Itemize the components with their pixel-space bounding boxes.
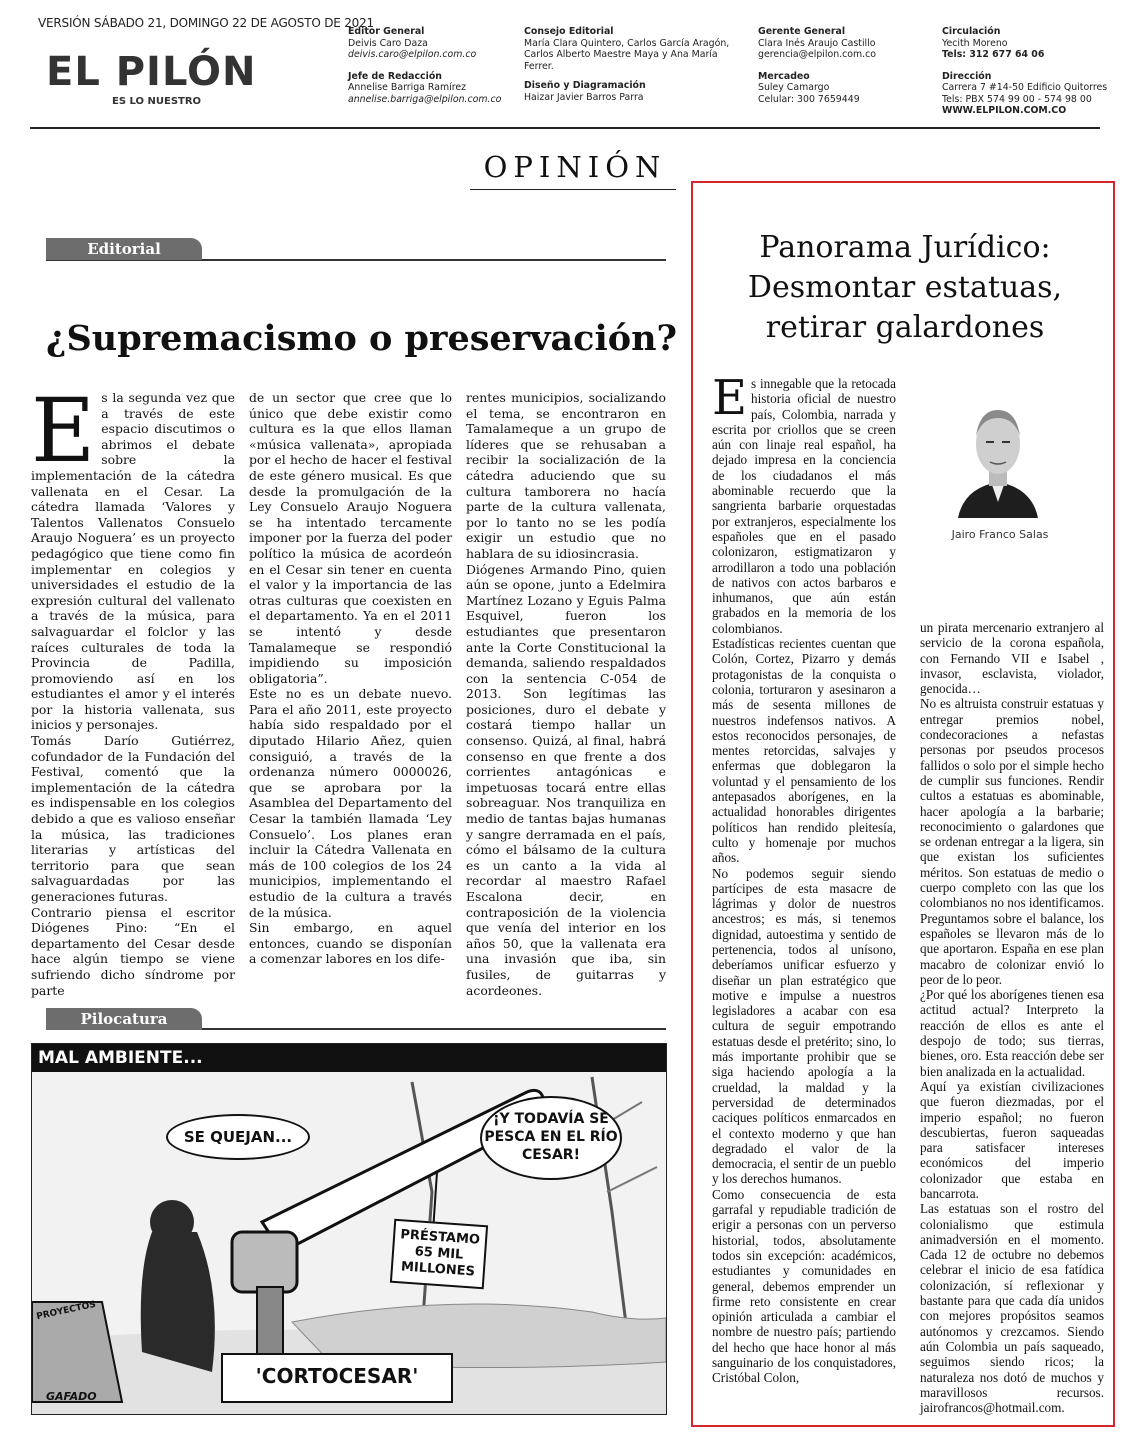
drop-cap: E xyxy=(712,370,748,426)
paragraph: Como consecuencia de esta garrafal y repudiable tradición de erigir a personas con un perverso historial, todos, absolutamente todos sin excepción: académicos, estudiantes y comunidades en general, debemos emprender un firme reto consistente en crear opinión articulada a cambiar el nombre de nuestro país; partiendo del hecho que hace honor al más sanguinario de los conquistadores, Cristóbal Colon, xyxy=(712,1186,896,1386)
paragraph: Aquí ya existían civilizaciones que fueron diezmadas, por el imperio español; no fueron descubiertas, fueron saqueadas para satisfacer intereses económicos del imperio colonizador que estaba en bancarrota. xyxy=(920,1078,1104,1201)
staff-block-board xyxy=(524,26,734,103)
column-title: Panorama Jurídico: Desmontar estatuas, retirar galardones xyxy=(747,230,1063,345)
editorial-tab[interactable]: Editorial xyxy=(46,238,202,260)
header-rule xyxy=(30,127,1100,129)
staff-phone: Tels: PBX 574 99 00 - 574 98 00 xyxy=(942,93,1092,105)
cartoon-header: MAL AMBIENTE... xyxy=(32,1044,666,1072)
column-col-2 xyxy=(920,620,1104,1415)
editorial-col-2 xyxy=(249,390,452,967)
paragraph: No es altruista construir estatuas y entregar premios nobel, condecoraciones a nefastas personas por pseudos procesos fallidos o solo por el simple hecho de cumplir sus funciones. Rendir cultos a estatuas es abominable, hacer apología a la barbarie; reconocimiento o galardones que se ordenan entregar a la ligera, sin que existan los suficientes méritos. Son estatuas de medio o cuerpo completo con las que los colombianos no nos identificamos. Preguntamos sobre el balance, los españoles se llevaron más de lo que aportaron. España en ese plan macabro de colonizar envió lo peor de lo peor. xyxy=(920,696,1104,987)
paragraph: s la segunda vez que a través de este espacio discutimos o abrimos el debate sobre la implementación de la cátedra vallenata en el Cesar. La cátedra llamada ‘Valores y Talentos Vallenatos Consuelo Araujo Noguera’ es un proyecto pedagógico que tiene como fin implementar en colegios y universidades el estudio de la expresión cultural del vallenato a través de la música, para salvaguardar el folclor y las raíces culturales de toda la Provincia de Padilla, promoviendo así en los estudiantes el amor y el interés por la historia vallenata, sus inicios y personajes. xyxy=(31,390,235,733)
paragraph: de un sector que cree que lo único que debe existir como cultura es la que ellos llaman «música vallenata», apropiada por el hecho de hacer el festival de este género musical. Es que desde la promulgación de la Ley Consuelo Araujo Noguera se ha intentado tercamente imponer por la fuerza del poder político la música de acordeón en el Cesar sin tener en cuenta el valor y la importancia de las otras culturas que coexisten en el departamento. Ya en el 2011 se intentó y desde Tamalameque se respondió impidiendo su imposición obligatoria”. xyxy=(249,390,452,686)
website-link[interactable]: WWW.ELPILON.COM.CO xyxy=(942,105,1067,116)
paragraph: un pirata mercenario extranjero al servicio de la corona española, con Fernando VII e Isabel , invasor, esclavista, violador, genocida… xyxy=(920,620,1104,697)
staff-block-management xyxy=(758,26,918,105)
speech-bubble-right: ¡Y TODAVÍA SE PESCA EN EL RÍO CESAR! xyxy=(480,1096,622,1180)
staff-name: Deivis Caro Daza xyxy=(348,37,428,49)
staff-label: Jefe de Redacción xyxy=(348,70,442,82)
newspaper-logo[interactable]: EL PILÓN xyxy=(46,49,257,95)
staff-label: Mercadeo xyxy=(758,70,810,82)
staff-name: Clara Inés Araujo Castillo xyxy=(758,37,876,49)
staff-email[interactable]: gerencia@elpilon.com.co xyxy=(758,49,877,60)
drop-cap: E xyxy=(31,379,96,482)
staff-label: Dirección xyxy=(942,70,992,82)
paragraph: Las estatuas son el rostro del colonialismo que estimula animadversión en el momento. Cada 12 de octubre no debemos celebrar el inicio de esa fatídica colonización, sí reflexionar y bastante para que cada día unidos con mejores propósitos seamos autónomos y crezcamos. Siendo aún Colombia un país saqueado, seguimos siendo ricos; la naturaleza nos dotó de muchos y maravillosos recursos. jairofrancos@hotmail.com. xyxy=(920,1201,1104,1416)
column-col-1 xyxy=(712,370,896,1386)
staff-name: Yecith Moreno xyxy=(942,37,1008,49)
staff-email[interactable]: deivis.caro@elpilon.com.co xyxy=(348,49,477,60)
staff-block-contact xyxy=(942,26,1112,117)
staff-name: Annelise Barriga Ramírez xyxy=(348,82,467,93)
staff-address: Carrera 7 #14-50 Edificio Quitorres xyxy=(942,82,1108,93)
paragraph: Diógenes Armando Pino, quien aún se opone, junto a Edelmira Martínez Lozano y Eguis Palma Esquivel, fueron los estudiantes que presentaron ante la Corte Constitucional la demanda, saliendo respaldados con la sentencia C-054 de 2013. Son legítimas las posiciones, duro el debate y costará tiempo hallar un consenso. Quizá, al final, habrá consenso en que frente a dos corrientes antagónicas e impetuosas tocará entre ellas sobreaguar. Nos tranquiliza en medio de tantas bajas humanas y sangre derramada en el país, cómo el bálsamo de la cultura es un canto a la vida al recordar al maestro Rafael Escalona decir, en contraposición de la violencia que venía del interior en los años 50, que la vallenata era una invasión que iba, sin fusiles, de guitarras y acordeones. xyxy=(466,561,666,998)
section-title: OPINIÓN xyxy=(483,150,667,184)
newspaper-tagline: ES LO NUESTRO xyxy=(112,96,202,107)
paragraph: Estadísticas recientes cuentan que Colón, Cortez, Pizarro y demás protagonistas de la conquista o colonia, torturaron y asesinaron a más de sesenta millones de nuestros indefensos nativos. A estos reconocidos personajes, de mentes retorcidas, salvajes y enfermas que doblegaron la voluntad y el pensamiento de los antepasados aborígenes, en la actualidad honorables dirigentes políticos han rendido pleitesía, culto y homenaje por muchos años. xyxy=(712,636,896,866)
editorial-col-3 xyxy=(466,390,666,998)
cartoon-banner: 'CORTOCESAR' xyxy=(255,1364,419,1388)
pilocatura-tab[interactable]: Pilocatura xyxy=(46,1008,202,1030)
paragraph: Contrario piensa el escritor Diógenes Pino: “En el departamento del Cesar desde hace algún tiempo se viene sufriendo dicho síndrome por parte xyxy=(31,904,235,998)
staff-email[interactable]: annelise.barriga@elpilon.com.co xyxy=(348,93,502,105)
loan-sign: PRÉSTAMO 65 MIL MILLONES xyxy=(390,1219,488,1289)
staff-label: Circulación xyxy=(942,26,1001,37)
staff-label: Editor General xyxy=(348,26,425,37)
section-rule xyxy=(470,189,676,190)
staff-block-editors xyxy=(348,26,518,105)
speech-bubble-left: SE QUEJAN... xyxy=(166,1114,310,1160)
author-photo xyxy=(958,396,1038,518)
editorial-title: ¿Supremacismo o preservación? xyxy=(46,318,678,359)
staff-phone: Celular: 300 7659449 xyxy=(758,93,860,105)
paragraph: Sin embargo, en aquel entonces, cuando se disponían a comenzar labores en los dife- xyxy=(249,920,452,967)
editorial-col-1 xyxy=(31,379,235,998)
staff-label: Gerente General xyxy=(758,26,846,37)
cartoonist-signature: GAFADO xyxy=(46,1390,97,1403)
paragraph: ¿Por qué los aborígenes tienen esa actitud actual? Interpreto la reacción de ellos es ante el despojo de todo; sus tierras, bienes, oro. Esta reacción debe ser bien analizada en la actualidad. xyxy=(920,987,1104,1079)
cartoon-image xyxy=(31,1043,667,1415)
paragraph: No podemos seguir siendo partícipes de esta masacre de lágrimas y dolor de nuestros ancestros; es más, si tenemos dignidad, autoestima y sentido de pertenencia, todos al unísono, deberíamos unificar esfuerzo y diseñar un plan estratégico que motive e impulse a nuestros legisladores a acabar con esa cultura de seguir empotrando estatuas desde el pretérito; sino, lo más importante prohibir que se siga haciendo apología a la crueldad, la maldad y la perversidad de determinados caciques políticos enmarcados en el contexto moderno y que han degradado el valor de la democracia, el sentir de un pueblo y los derechos humanos. xyxy=(712,865,896,1187)
staff-phone: Tels: 312 677 64 06 xyxy=(942,49,1045,60)
paragraph: Este no es un debate nuevo. Para el año 2011, este proyecto había sido respaldado por el diputado Hilario Añez, quien consiguió, a través de la ordenanza número 0000026, que se aprobara por la Asamblea del Departamento del Cesar la también llamada ‘Ley Consuelo’. Los planes eran incluir la Cátedra Vallenata en más de 100 colegios de los 24 municipios, implementando el estudio de la cultura a través de la música. xyxy=(249,686,452,920)
staff-name: Suley Camargo xyxy=(758,82,830,93)
paragraph: rentes municipios, socializando el tema, se encontraron en Tamalameque a un grupo de líderes que se rehusaban a recibir la socialización de la cátedra aduciendo que su cultura tamborera no hacía parte de la cultura vallenata, por lo tanto no se les podía exigir un estudio que no hablara de su idiosincrasia. xyxy=(466,390,666,561)
bucket-label: PROYECTOS xyxy=(35,1299,97,1323)
edition-date: VERSIÓN SÁBADO 21, DOMINGO 22 DE AGOSTO DE 2021 xyxy=(38,16,374,30)
paragraph: Tomás Darío Gutiérrez, cofundador de la Fundación del Festival, comentó que la implementación de la cátedra es indispensable en los colegios debido a que es valioso enseñar la música, las tradiciones literarias y artísticas del territorio para que sean salvaguardadas por las generaciones futuras. xyxy=(31,733,235,904)
staff-name: María Clara Quintero, Carlos García Aragón, Carlos Alberto Maestre Maya y Ana María Ferrer. xyxy=(524,37,730,72)
staff-label: Diseño y Diagramación xyxy=(524,80,646,91)
author-name: Jairo Franco Salas xyxy=(951,528,1049,541)
paragraph: s innegable que la retocada historia oficial de nuestro país, Colombia, narrada y escrita por criollos que se creen aún con linaje real español, ha dejado impresa en la conciencia de los ciudadanos el más abominable recuerdo que la sangrienta barbarie orquestadas por extranjeros, especialmente los españoles que en el pasado colonizaron, estigmatizaron y arrodillaron a todo una población de nativos con actos barbaros e inhumanos, que aún están grabados en la memoria de los colombianos. xyxy=(712,376,896,636)
staff-name: Haizar Javier Barros Parra xyxy=(524,91,644,103)
staff-label: Consejo Editorial xyxy=(524,26,614,37)
